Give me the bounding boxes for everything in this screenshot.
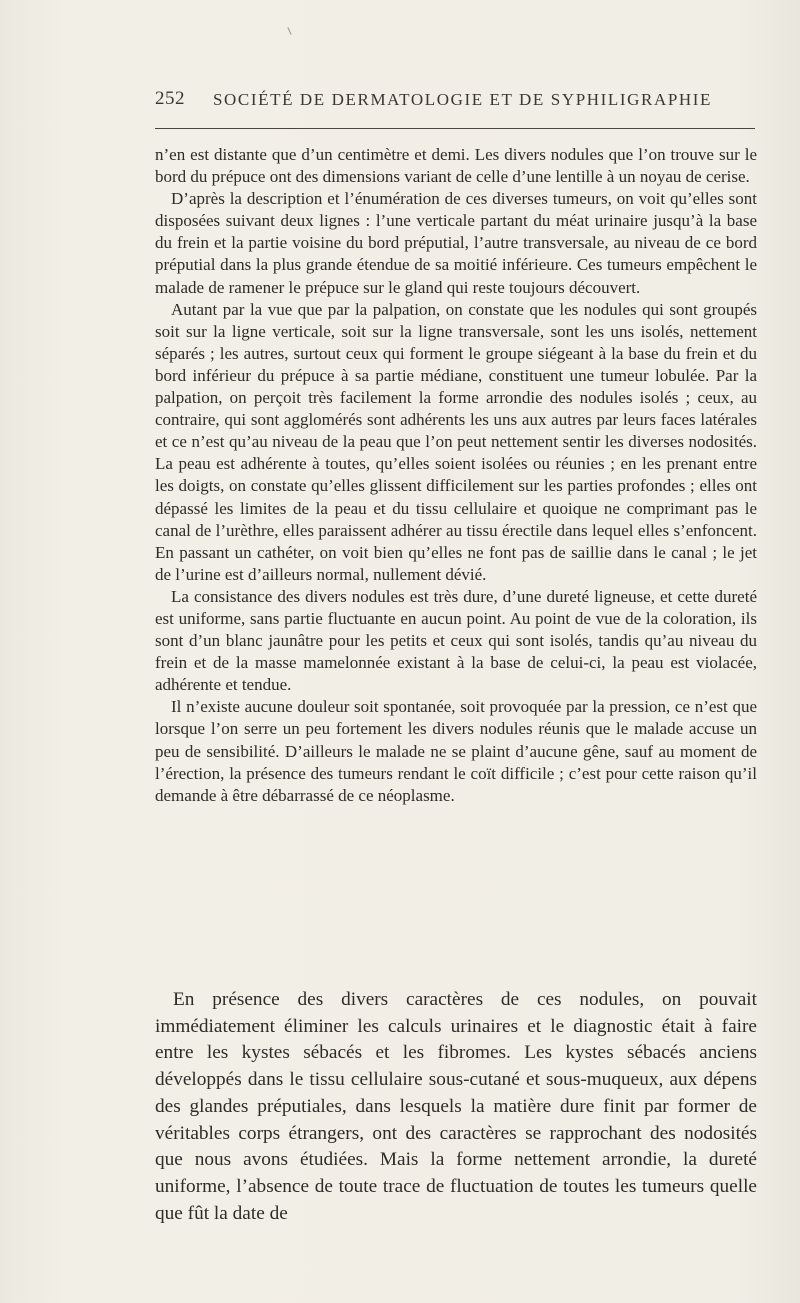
paragraph: D’après la description et l’énumération de ces diverses tumeurs, on voit qu’elles sont disposées suivant deux lignes : l’une verticale partant du méat urinaire jusqu’à la base du frein et la partie voisine du bord préputial, l’autre transversale, au niveau de ce bord préputial dans la plus grande étendue de sa moitié inférieure. Ces tumeurs empêchent le malade de ramener le prépuce sur le gland qui reste toujours découvert. — [155, 189, 757, 297]
paragraph: En présence des divers caractères de ces nodules, on pouvait immédiatement éliminer les calculs urinaires et le diagnostic était à faire entre les kystes sébacés et les fibromes. Les kystes sébacés anciens développés dans le tissu cellulaire sous-cutané et sous-muqueux, aux dépens des glandes préputiales, dans lesquels la matière dure finit par former de véritables corps étrangers, ont des caractères se rapprochant des nodosités que nous avons étudiées. Mais la forme nettement arrondie, la dureté uniforme, l’absence de toute trace de fluctuation de toutes les tumeurs quelle que fût la date de — [155, 989, 757, 1224]
discussion-text — [155, 987, 757, 1227]
paragraph: n’en est distante que d’un centimètre et demi. Les divers nodules que l’on trouve sur le bord du prépuce ont des dimensions variant de celle d’une lentille à un noyau de cerise. — [155, 145, 757, 187]
header-rule — [155, 128, 755, 129]
page-mark — [287, 27, 291, 35]
running-header — [155, 88, 755, 114]
paragraph: La consistance des divers nodules est très dure, d’une dureté ligneuse, et cette dureté est uniforme, sans partie fluctuante en aucun point. Au point de vue de la coloration, ils sont d’un blanc jaunâtre pour les petits et ceux qui sont isolés, tandis qu’au niveau du frein et de la masse mamelonnée existant à la base de celui-ci, la peau est violacée, adhérente et tendue. — [155, 586, 757, 695]
main-text — [155, 144, 757, 807]
paragraph: Il n’existe aucune douleur soit spontanée, soit provoquée par la pression, ce n’est que lorsque l’on serre un peu fortement les divers nodules réunis que le malade accuse un peu de sensibilité. D’ailleurs le malade ne se plaint d’aucune gêne, sauf au moment de l’érection, la présence des tumeurs rendant le coït difficile ; c’est pour cette raison qu’il demande à être débarrassé de ce néoplasme. — [155, 697, 757, 805]
paragraph: Autant par la vue que par la palpation, on constate que les nodules qui sont groupés soit sur la ligne verticale, soit sur la ligne transversale, sont les uns isolés, nettement séparés ; les autres, surtout ceux qui forment le groupe siégeant à la base du frein et du bord inférieur du prépuce à sa partie médiane, constituent une tumeur lobulée. Par la palpation, on perçoit très facilement la forme arrondie des nodules isolés ; ceux, au contraire, qui sont agglomérés sont adhérents les uns aux autres par leurs faces latérales et ce n’est qu’au niveau de la peau que l’on peut nettement sentir les diverses nodosités. La peau est adhérente à toutes, qu’elles soient isolées ou réunies ; en les prenant entre les doigts, on constate qu’elles glissent difficilement sur les parties profondes ; elles ont dépassé les limites de la peau et du tissu cellulaire et quoique ne comprimant pas le canal de l’urèthre, elles paraissent adhérer au tissu érectile dans lequel elles s’enfoncent. En passant un cathéter, on voit bien qu’elles ne font pas de saillie dans le canal ; le jet de l’urine est d’ailleurs normal, nullement dévié. — [155, 299, 757, 584]
running-title: SOCIÉTÉ DE DERMATOLOGIE ET DE SYPHILIGRAPHIE — [213, 90, 713, 109]
page-number: 252 — [155, 88, 185, 109]
